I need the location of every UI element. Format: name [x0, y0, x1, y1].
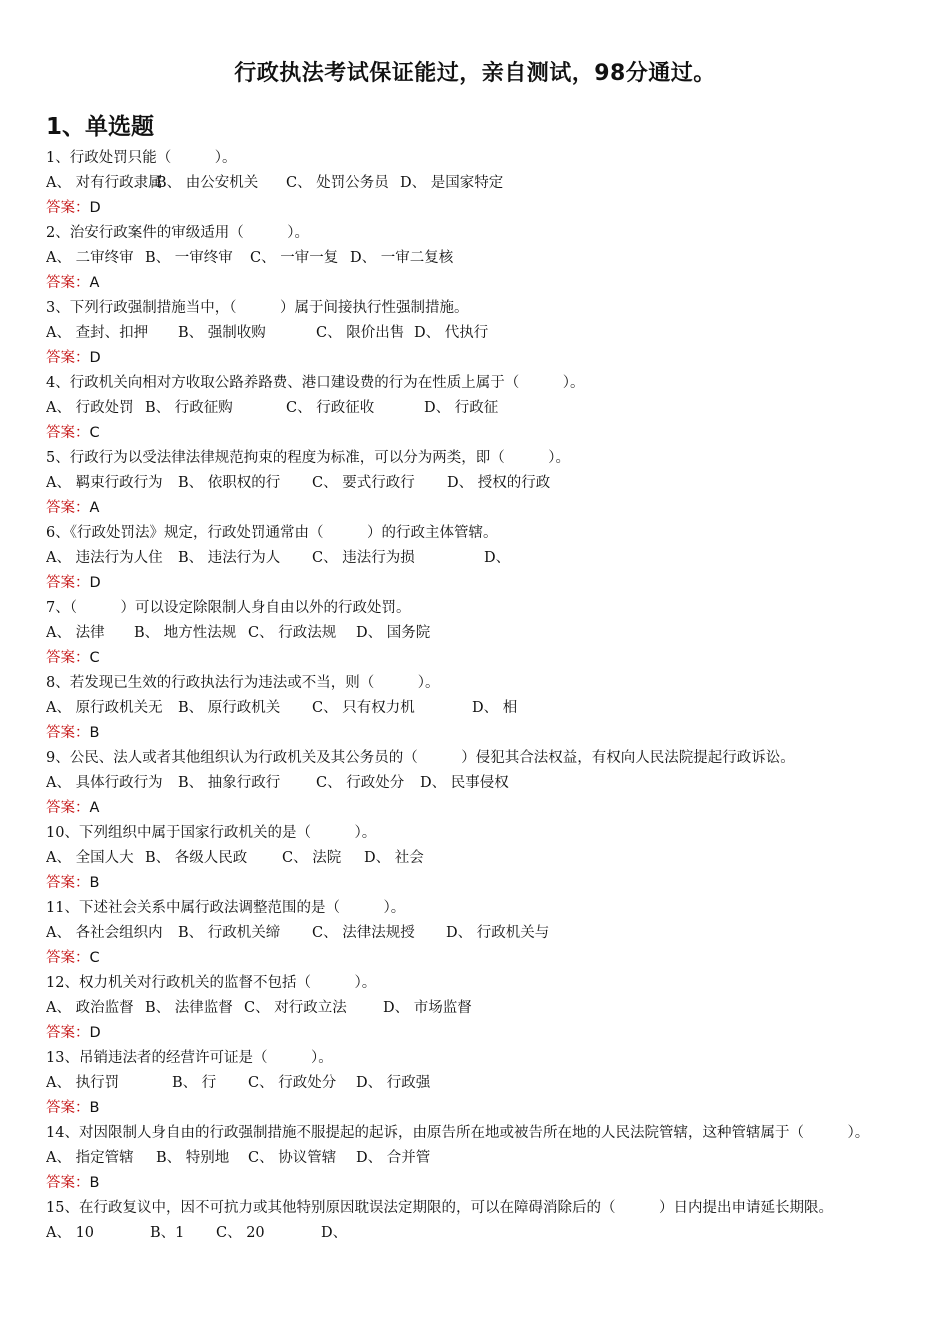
option-c: C、 行政征收 [286, 400, 375, 416]
option-d: D、 合并管 [356, 1150, 431, 1166]
answer-value: D [89, 1025, 101, 1041]
answer-line [46, 346, 916, 371]
section-heading: 1、单选题 [46, 114, 155, 140]
options-row [46, 921, 916, 946]
question-text: 12、权力机关对行政机关的监督不包括（ ）。 [46, 975, 377, 991]
answer-label: 答案： [46, 800, 90, 816]
option-b: B、 抽象行政行 [178, 775, 281, 791]
option-d: D、 行政机关与 [446, 925, 550, 941]
options-row [46, 696, 916, 721]
question-text: 15、在行政复议中，因不可抗力或其他特别原因耽误法定期限的，可以在障碍消除后的（ ）日内提出申请延长期限。 [46, 1200, 833, 1216]
option-a: A、 羁束行政行为 [46, 475, 163, 491]
answer-label: 答案： [46, 1175, 90, 1191]
option-b: B、1 [150, 1225, 185, 1241]
option-c: C、 20 [216, 1225, 265, 1241]
answer-line [46, 1096, 916, 1121]
option-b: B、 法律监督 [145, 1000, 233, 1016]
options-row [46, 171, 916, 196]
option-a: A、 法律 [46, 625, 105, 641]
question-text: 9、公民、法人或者其他组织认为行政机关及其公务员的（ ）侵犯其合法权益，有权向人民法院提起行政诉讼。 [46, 750, 795, 766]
option-c: C、 行政法规 [248, 625, 337, 641]
answer-value: D [89, 200, 101, 216]
option-c: C、 违法行为损 [312, 550, 415, 566]
answer-line [46, 646, 916, 671]
option-b: B、 违法行为人 [178, 550, 281, 566]
option-d: D、 国务院 [356, 625, 431, 641]
option-b: B、 地方性法规 [134, 625, 237, 641]
question-text: 13、吊销违法者的经营许可证是（ ）。 [46, 1050, 333, 1066]
option-a: A、 对有行政隶属 [46, 175, 163, 191]
option-c: C、 法律法规授 [312, 925, 415, 941]
answer-label: 答案： [46, 200, 90, 216]
answer-line [46, 871, 916, 896]
answer-line [46, 1021, 916, 1046]
option-b: B、 由公安机关 [156, 175, 259, 191]
option-b: B、 原行政机关 [178, 700, 281, 716]
option-a: A、 全国人大 [46, 850, 134, 866]
option-b: B、 各级人民政 [145, 850, 248, 866]
answer-value: B [89, 875, 100, 891]
option-b: B、 行 [172, 1075, 217, 1091]
option-a: A、 10 [46, 1225, 95, 1241]
answer-value: A [89, 800, 100, 816]
option-a: A、 行政处罚 [46, 400, 134, 416]
answer-label: 答案： [46, 725, 90, 741]
option-d: D、 相 [472, 700, 518, 716]
option-a: A、 具体行政行为 [46, 775, 163, 791]
option-a: A、 二审终审 [46, 250, 134, 266]
answer-label: 答案： [46, 950, 90, 966]
option-a: A、 政治监督 [46, 1000, 134, 1016]
option-a: A、 各社会组织内 [46, 925, 163, 941]
option-d: D、 代执行 [414, 325, 489, 341]
option-d: D、 [321, 1225, 348, 1241]
question-text: 10、下列组织中属于国家行政机关的是（ ）。 [46, 825, 377, 841]
option-c: C、 行政处分 [248, 1075, 337, 1091]
option-a: A、 执行罚 [46, 1075, 120, 1091]
option-c: C、 处罚公务员 [286, 175, 389, 191]
option-d: D、 一审二复核 [350, 250, 454, 266]
option-c: C、 一审一复 [250, 250, 339, 266]
answer-label: 答案： [46, 650, 90, 666]
question-text: 14、对因限制人身自由的行政强制措施不服提起的起诉，由原告所在地或被告所在地的人民法院管辖，这种管辖属于（ ）。 [46, 1125, 870, 1141]
answer-line [46, 946, 916, 971]
answer-value: A [89, 500, 100, 516]
option-d: D、 社会 [364, 850, 424, 866]
answer-value: C [89, 650, 100, 666]
answer-value: B [89, 725, 100, 741]
option-b: B、 行政征购 [145, 400, 233, 416]
question-text: 11、下述社会关系中属行政法调整范围的是（ ）。 [46, 900, 406, 916]
option-c: C、 要式行政行 [312, 475, 415, 491]
option-b: B、 一审终审 [145, 250, 233, 266]
option-b: B、 强制收购 [178, 325, 266, 341]
option-a: A、 指定管辖 [46, 1150, 134, 1166]
option-c: C、 法院 [282, 850, 342, 866]
document-title: 行政执法考试保证能过，亲自测试，98分通过。 [234, 61, 716, 86]
options-row [46, 396, 916, 421]
option-c: C、 行政处分 [316, 775, 405, 791]
answer-value: D [89, 350, 101, 366]
option-b: B、 行政机关缔 [178, 925, 281, 941]
option-c: C、 对行政立法 [244, 1000, 347, 1016]
answer-value: B [89, 1100, 100, 1116]
answer-value: C [89, 950, 100, 966]
option-d: D、 民事侵权 [420, 775, 509, 791]
options-row [46, 1146, 916, 1171]
answer-line [46, 721, 916, 746]
option-d: D、 是国家特定 [400, 175, 504, 191]
answer-label: 答案： [46, 875, 90, 891]
options-row [46, 471, 916, 496]
options-row [46, 546, 916, 571]
options-row [46, 996, 916, 1021]
question-text: 3、下列行政强制措施当中，（ ）属于间接执行性强制措施。 [46, 300, 469, 316]
question-text: 7、（ ）可以设定除限制人身自由以外的行政处罚。 [46, 600, 411, 616]
question-text: 6、《行政处罚法》规定，行政处罚通常由（ ）的行政主体管辖。 [46, 525, 498, 541]
answer-label: 答案： [46, 275, 90, 291]
answer-line [46, 796, 916, 821]
answer-label: 答案： [46, 500, 90, 516]
answer-line [46, 271, 916, 296]
options-row [46, 1221, 916, 1246]
answer-line [46, 496, 916, 521]
option-a: A、 原行政机关无 [46, 700, 163, 716]
options-row [46, 1071, 916, 1096]
option-a: A、 违法行为人住 [46, 550, 163, 566]
question-text: 8、若发现已生效的行政执法行为违法或不当，则（ ）。 [46, 675, 440, 691]
option-d: D、 授权的行政 [447, 475, 551, 491]
answer-line [46, 1171, 916, 1196]
answer-value: D [89, 575, 101, 591]
option-d: D、 市场监督 [383, 1000, 472, 1016]
option-b: B、 依职权的行 [178, 475, 281, 491]
answer-value: B [89, 1175, 100, 1191]
option-c: C、 限价出售 [316, 325, 405, 341]
answer-label: 答案： [46, 575, 90, 591]
question-list [46, 146, 916, 1246]
answer-label: 答案： [46, 350, 90, 366]
options-row [46, 771, 916, 796]
answer-label: 答案： [46, 1025, 90, 1041]
question-text: 5、行政行为以受法律法律规范拘束的程度为标准，可以分为两类，即（ ）。 [46, 450, 570, 466]
answer-line [46, 571, 916, 596]
question-text: 4、行政机关向相对方收取公路养路费、港口建设费的行为在性质上属于（ ）。 [46, 375, 585, 391]
option-a: A、 查封、扣押 [46, 325, 149, 341]
option-c: C、 只有权力机 [312, 700, 415, 716]
option-d: D、 行政强 [356, 1075, 431, 1091]
answer-value: C [89, 425, 100, 441]
question-text: 1、行政处罚只能（ ）。 [46, 150, 237, 166]
answer-label: 答案： [46, 425, 90, 441]
options-row [46, 846, 916, 871]
answer-value: A [89, 275, 100, 291]
options-row [46, 321, 916, 346]
answer-line [46, 421, 916, 446]
options-row [46, 621, 916, 646]
question-text: 2、治安行政案件的审级适用（ ）。 [46, 225, 309, 241]
option-c: C、 协议管辖 [248, 1150, 337, 1166]
option-d: D、 行政征 [424, 400, 499, 416]
options-row [46, 246, 916, 271]
answer-line [46, 196, 916, 221]
option-d: D、 [484, 550, 511, 566]
answer-label: 答案： [46, 1100, 90, 1116]
option-b: B、 特别地 [156, 1150, 230, 1166]
